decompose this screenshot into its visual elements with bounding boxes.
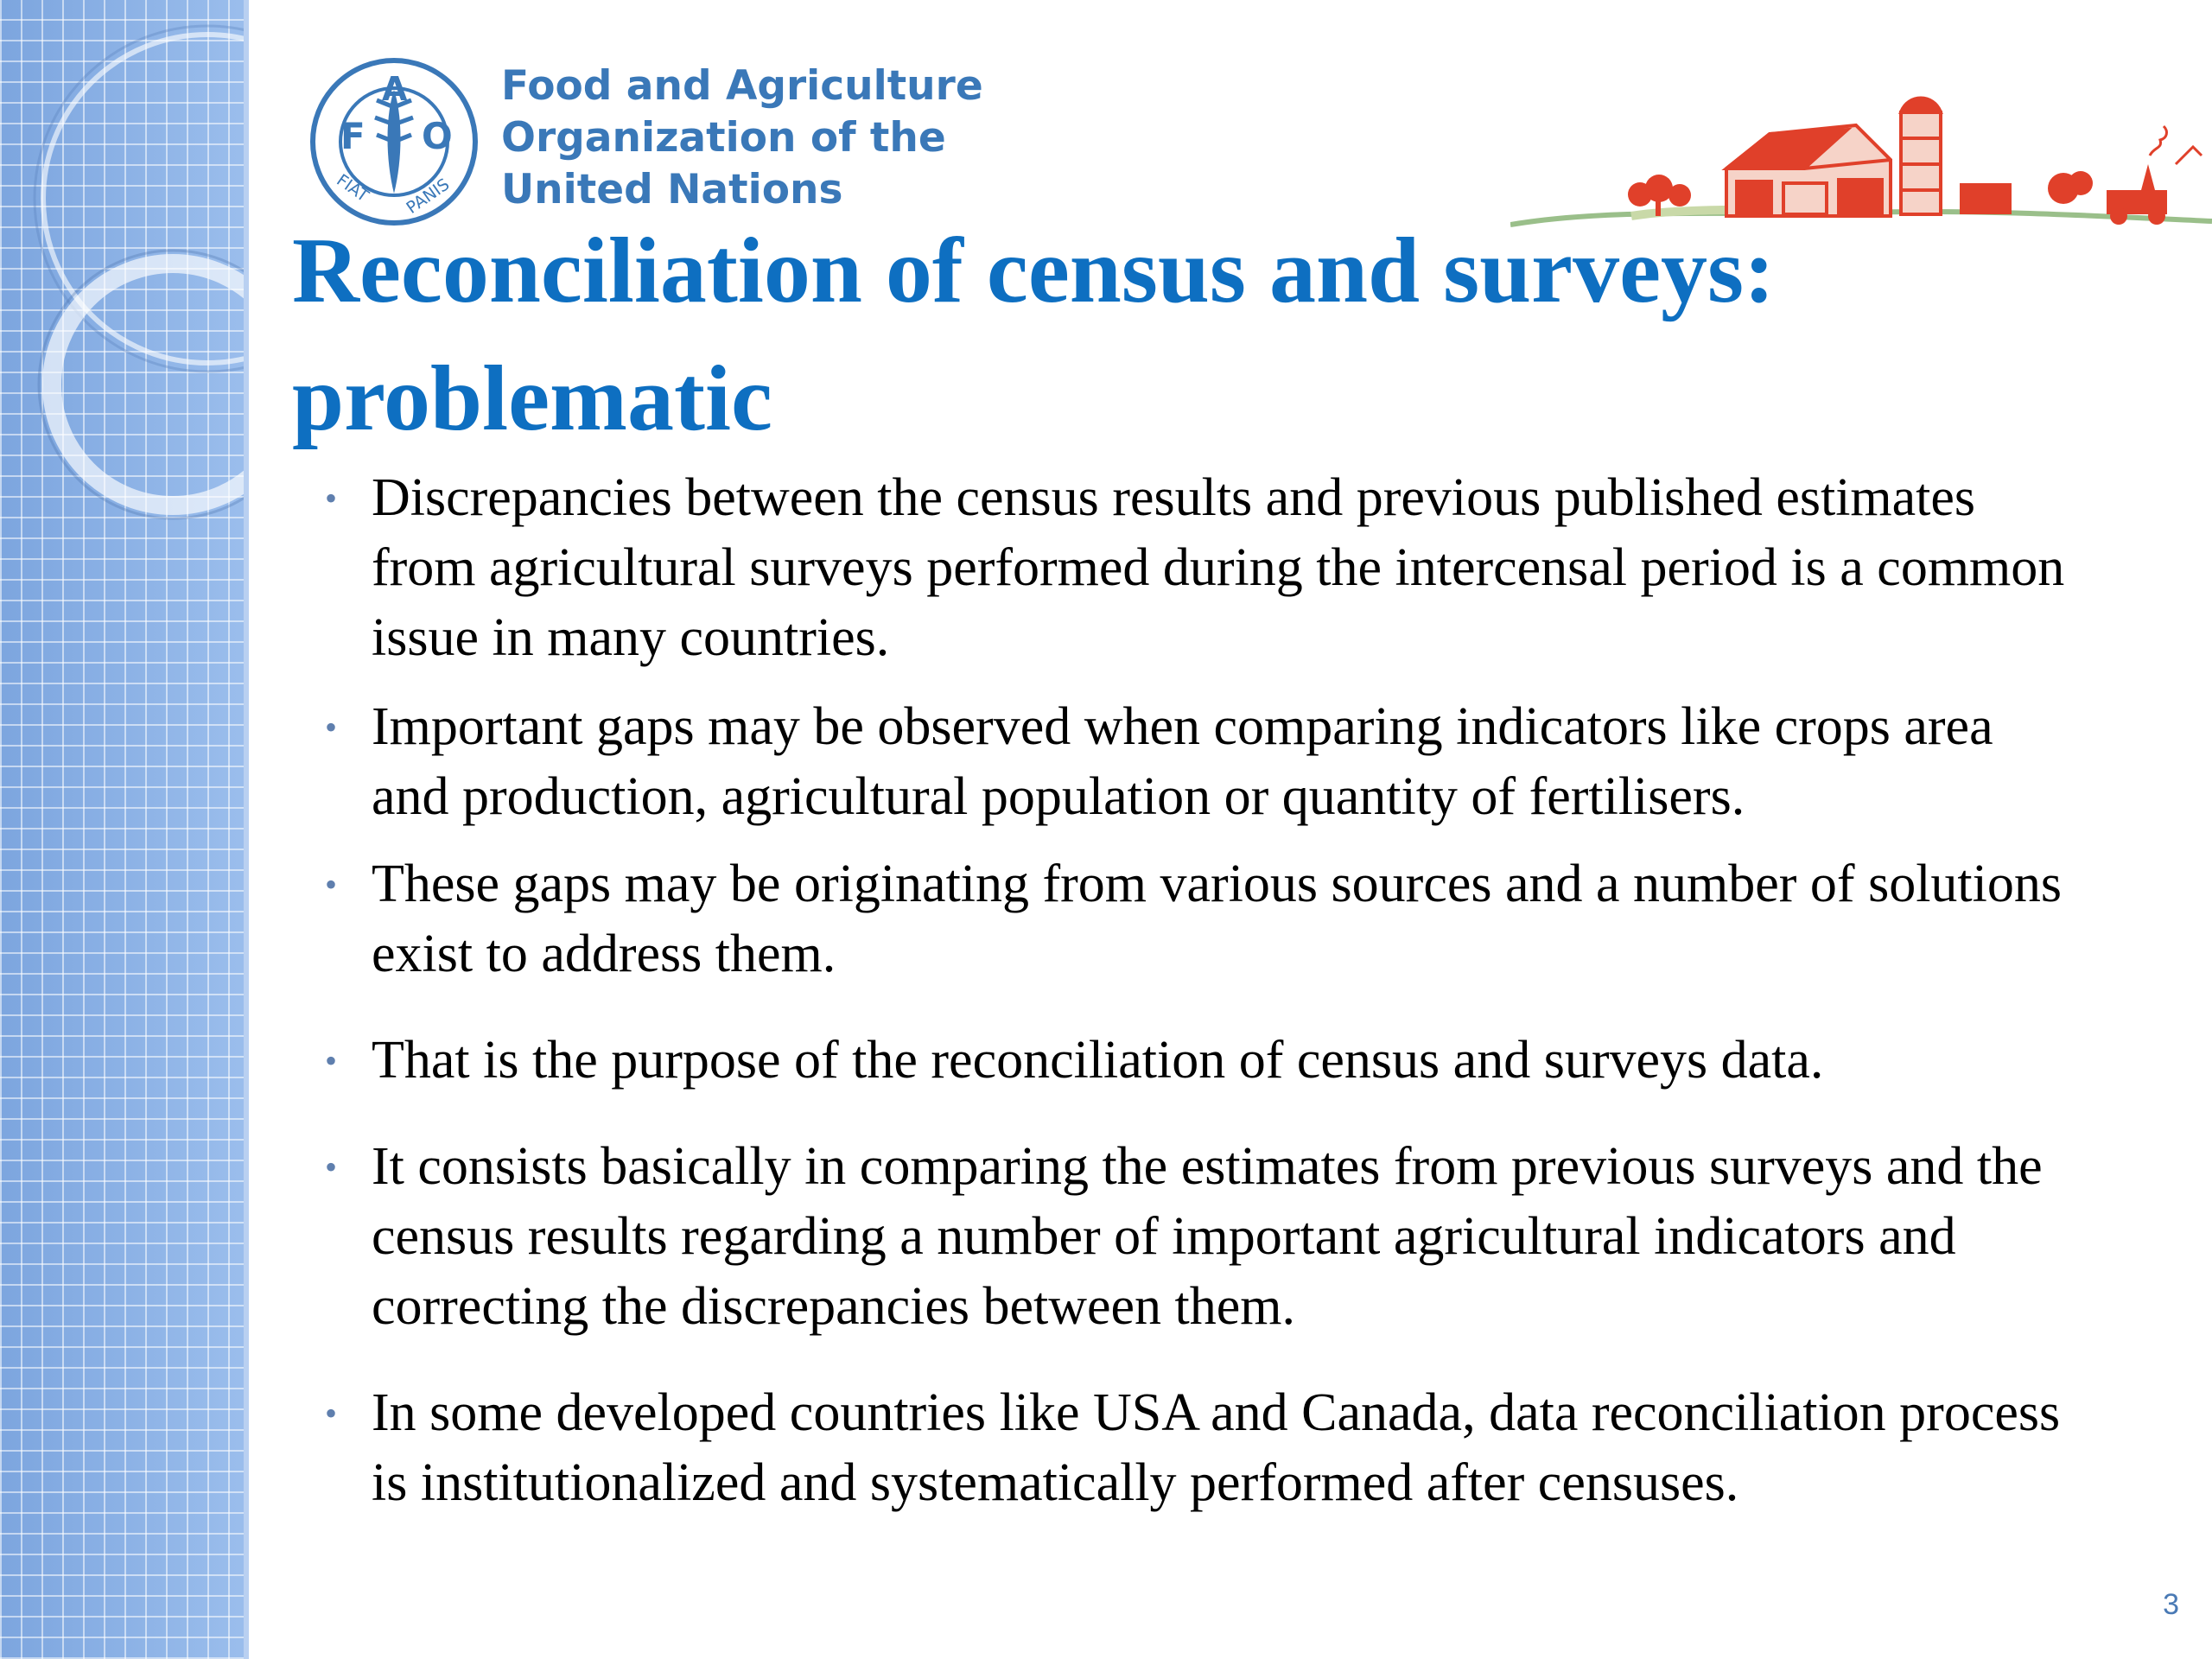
logo-line-2: Organization of the [501, 114, 946, 162]
emblem-letter-f: F [340, 115, 365, 157]
list-item [321, 692, 2067, 832]
bullet-marker: • [325, 1394, 338, 1433]
slide-title [292, 207, 2124, 463]
list-item [321, 1026, 2067, 1096]
emblem-letter-a: A [382, 70, 408, 108]
list-item [321, 463, 2067, 673]
title-line-1: Reconciliation of census and surveys: [292, 219, 1776, 322]
fao-logo-text [501, 60, 983, 216]
emblem-motto-left: FIAT [333, 170, 372, 207]
bullet-text: It consists basically in comparing the estimates from previous surveys and the census results regarding a number of important agricultural indicators and correcting the discrepancies between them. [372, 1137, 2043, 1336]
emblem-motto-right: PANIS [403, 175, 454, 219]
bullet-text: In some developed countries like USA and Canada, data reconciliation process is institutionalized and systematically performed after censuses. [372, 1383, 2061, 1512]
list-item [321, 849, 2067, 989]
bullet-marker: • [325, 708, 338, 747]
fao-emblem [308, 55, 480, 228]
page-number: 3 [2163, 1588, 2179, 1621]
logo-line-1: Food and Agriculture [501, 62, 983, 110]
sidebar-decoration [0, 0, 249, 1659]
bullet-marker: • [325, 1147, 338, 1186]
emblem-letter-o: O [422, 115, 453, 157]
list-item [321, 1378, 2067, 1518]
bullet-marker: • [325, 1041, 338, 1080]
bullet-text: Discrepancies between the census results and previous published estimates from agricultural surveys performed during the intercensal period is a common issue in many countries. [372, 468, 2065, 667]
bullet-text: That is the purpose of the reconciliation of census and surveys data. [372, 1031, 1824, 1090]
bullet-list [321, 463, 2067, 1518]
bullet-marker: • [325, 865, 338, 904]
decorative-rings [0, 0, 244, 1659]
list-item [321, 1132, 2067, 1342]
bullet-text: Important gaps may be observed when comparing indicators like crops area and production, agricultural population or quantity of fertilisers. [372, 697, 1993, 826]
bullet-text: These gaps may be originating from various sources and a number of solutions exist to address them. [372, 855, 2062, 983]
logo-line-3: United Nations [501, 166, 843, 213]
bullet-marker: • [325, 479, 338, 518]
title-line-2: problematic [292, 347, 772, 450]
